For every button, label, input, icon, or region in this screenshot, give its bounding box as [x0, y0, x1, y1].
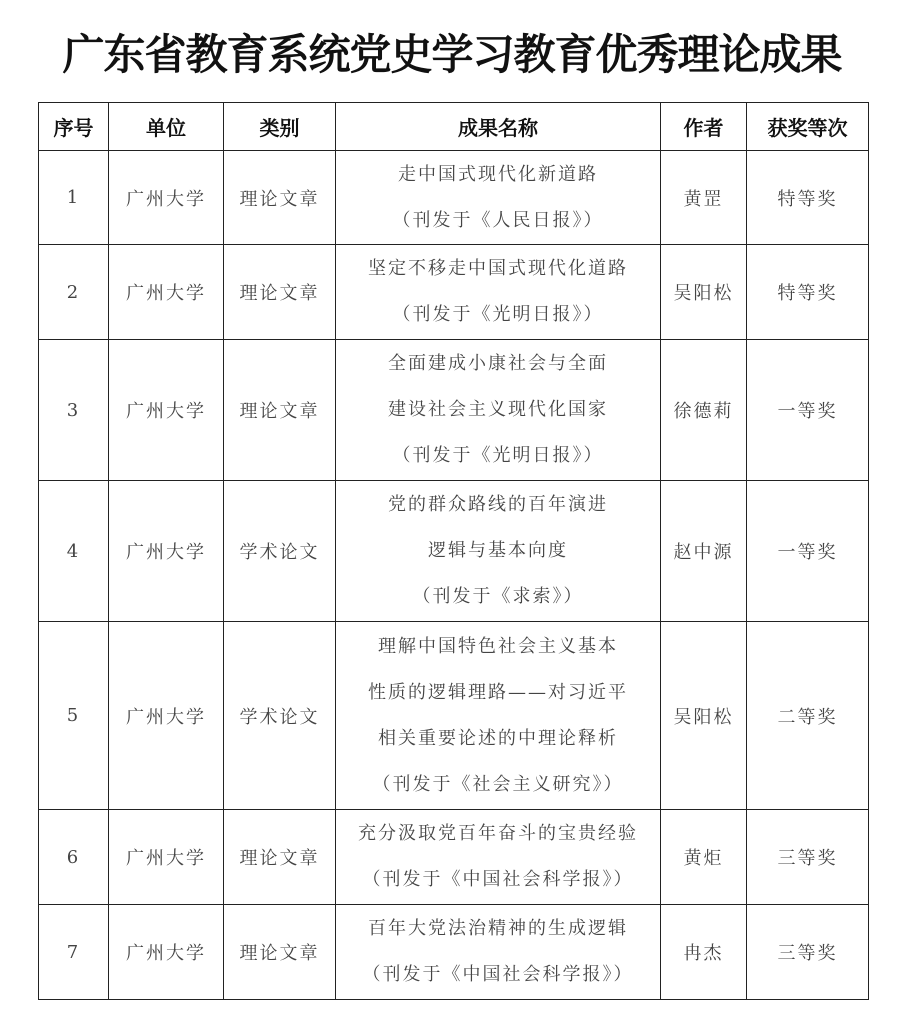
title-line: 走中国式现代化新道路: [398, 163, 598, 185]
header-unit: 单位: [109, 103, 224, 151]
cell-category: 理论文章: [224, 810, 336, 905]
cell-award: 特等奖: [747, 245, 869, 340]
title-line: （刊发于《社会主义研究》）: [372, 773, 624, 795]
title-line: 相关重要论述的中理论释析: [378, 727, 618, 749]
title-line: 党的群众路线的百年演进: [388, 494, 608, 515]
cell-title: [336, 810, 661, 905]
cell-author: 黄罡: [661, 151, 747, 245]
cell-title: [336, 151, 661, 245]
cell-author: 冉杰: [661, 905, 747, 1000]
title-line: （刊发于《人民日报》）: [392, 209, 604, 231]
table-row: [39, 622, 869, 810]
title-line: 建设社会主义现代化国家: [388, 399, 608, 420]
cell-unit: 广州大学: [109, 622, 224, 810]
cell-no: 7: [39, 905, 109, 1000]
table-row: [39, 151, 869, 245]
cell-no: 4: [39, 481, 109, 622]
title-line: 百年大党法治精神的生成逻辑: [368, 918, 628, 939]
cell-author: 吴阳松: [661, 245, 747, 340]
cell-no: 6: [39, 810, 109, 905]
cell-unit: 广州大学: [109, 245, 224, 340]
cell-title: [336, 905, 661, 1000]
cell-unit: 广州大学: [109, 905, 224, 1000]
cell-award: 一等奖: [747, 481, 869, 622]
header-award: 获奖等次: [747, 103, 869, 151]
table-header-row: [39, 103, 869, 151]
cell-no: 3: [39, 340, 109, 481]
table-row: [39, 481, 869, 622]
table-row: [39, 905, 869, 1000]
cell-award: 一等奖: [747, 340, 869, 481]
cell-author: 徐德莉: [661, 340, 747, 481]
title-line: （刊发于《求索》）: [412, 586, 584, 607]
cell-title: [336, 622, 661, 810]
cell-title: [336, 245, 661, 340]
cell-award: 二等奖: [747, 622, 869, 810]
title-line: 坚定不移走中国式现代化道路: [368, 258, 628, 279]
title-line: （刊发于《光明日报》）: [392, 304, 604, 325]
cell-category: 理论文章: [224, 340, 336, 481]
title-line: （刊发于《光明日报》）: [392, 445, 604, 466]
cell-unit: 广州大学: [109, 151, 224, 245]
cell-award: 三等奖: [747, 810, 869, 905]
title-line: （刊发于《中国社会科学报》）: [362, 869, 634, 890]
cell-category: 理论文章: [224, 905, 336, 1000]
header-category: 类别: [224, 103, 336, 151]
title-line: 理解中国特色社会主义基本: [378, 635, 618, 657]
cell-category: 学术论文: [224, 481, 336, 622]
header-title: 成果名称: [336, 103, 661, 151]
table-row: [39, 340, 869, 481]
cell-category: 学术论文: [224, 622, 336, 810]
table-row: [39, 810, 869, 905]
title-line: 逻辑与基本向度: [428, 540, 568, 561]
header-author: 作者: [661, 103, 747, 151]
cell-unit: 广州大学: [109, 340, 224, 481]
cell-category: 理论文章: [224, 151, 336, 245]
cell-no: 5: [39, 622, 109, 810]
cell-category: 理论文章: [224, 245, 336, 340]
cell-author: 吴阳松: [661, 622, 747, 810]
title-line: 充分汲取党百年奋斗的宝贵经验: [358, 823, 638, 844]
cell-no: 1: [39, 151, 109, 245]
header-no: 序号: [39, 103, 109, 151]
cell-unit: 广州大学: [109, 481, 224, 622]
cell-title: [336, 340, 661, 481]
title-line: （刊发于《中国社会科学报》）: [362, 964, 634, 985]
cell-author: 赵中源: [661, 481, 747, 622]
cell-title: [336, 481, 661, 622]
page-title: 广东省教育系统党史学习教育优秀理论成果: [62, 30, 842, 79]
title-line: 性质的逻辑理路——对习近平: [368, 681, 628, 703]
cell-no: 2: [39, 245, 109, 340]
table-row: [39, 245, 869, 340]
cell-unit: 广州大学: [109, 810, 224, 905]
cell-author: 黄炬: [661, 810, 747, 905]
cell-award: 特等奖: [747, 151, 869, 245]
cell-award: 三等奖: [747, 905, 869, 1000]
awards-table: [38, 102, 869, 1000]
title-line: 全面建成小康社会与全面: [388, 353, 608, 374]
